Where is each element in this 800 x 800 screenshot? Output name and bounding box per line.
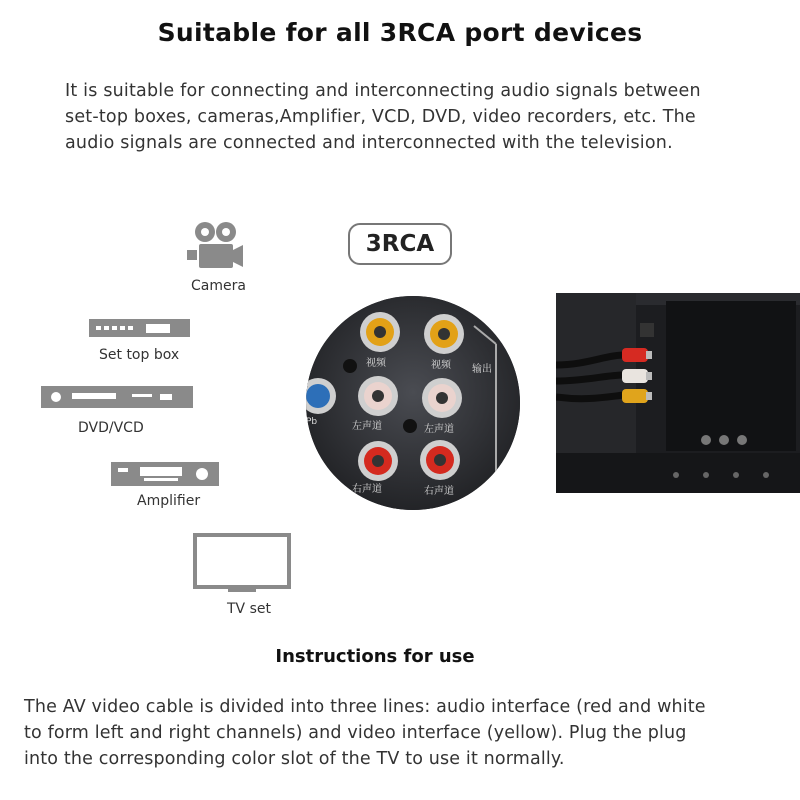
rca-panel-photo [306, 296, 520, 510]
label-left-channel-2: 左声道 [424, 424, 454, 435]
dvd-player-icon [40, 385, 194, 409]
rca-panel-illustration [306, 296, 520, 510]
label-pb: Pb [306, 417, 318, 427]
device-label-camera: Camera [191, 278, 246, 294]
device-camera [185, 220, 245, 272]
label-right-channel: 右声道 [352, 484, 382, 495]
amplifier-icon [110, 461, 220, 487]
label-video-right: 视频 [431, 360, 451, 371]
rca-badge: 3RCA [348, 223, 452, 265]
label-right-channel-2: 右声道 [424, 486, 454, 497]
set-top-box-icon [88, 317, 191, 339]
device-set-top-box [88, 317, 191, 339]
device-dvd [40, 385, 194, 409]
label-left-channel: 左声道 [352, 421, 382, 432]
label-video-left: 视频 [366, 358, 386, 369]
device-label-amplifier: Amplifier [137, 493, 201, 509]
tv-connection-illustration [556, 293, 800, 493]
instructions-body: The AV video cable is divided into three lines: audio interface (red and white to form left and right channels) and video interface (yellow). Plug the plug into the corresponding color slot of the TV to use it normally. [24, 697, 706, 769]
page-title: Suitable for all 3RCA port devices [157, 18, 643, 47]
device-label-dvd: DVD/VCD [78, 420, 144, 436]
label-output: 输出 [472, 364, 492, 375]
device-amplifier [110, 461, 220, 487]
device-label-tv: TV set [227, 601, 271, 617]
device-label-set-top-box: Set top box [99, 347, 180, 363]
tv-connection-photo [556, 293, 800, 493]
instructions-title: Instructions for use [275, 646, 475, 667]
camera-icon [185, 220, 245, 272]
intro-text: It is suitable for connecting and interconnecting audio signals between set-top boxes, cameras,Amplifier, VCD, DVD, video recorders, etc. The audio signals are connected and interconnected with the television. [65, 81, 701, 153]
device-tv [192, 532, 292, 596]
tv-icon [192, 532, 292, 596]
